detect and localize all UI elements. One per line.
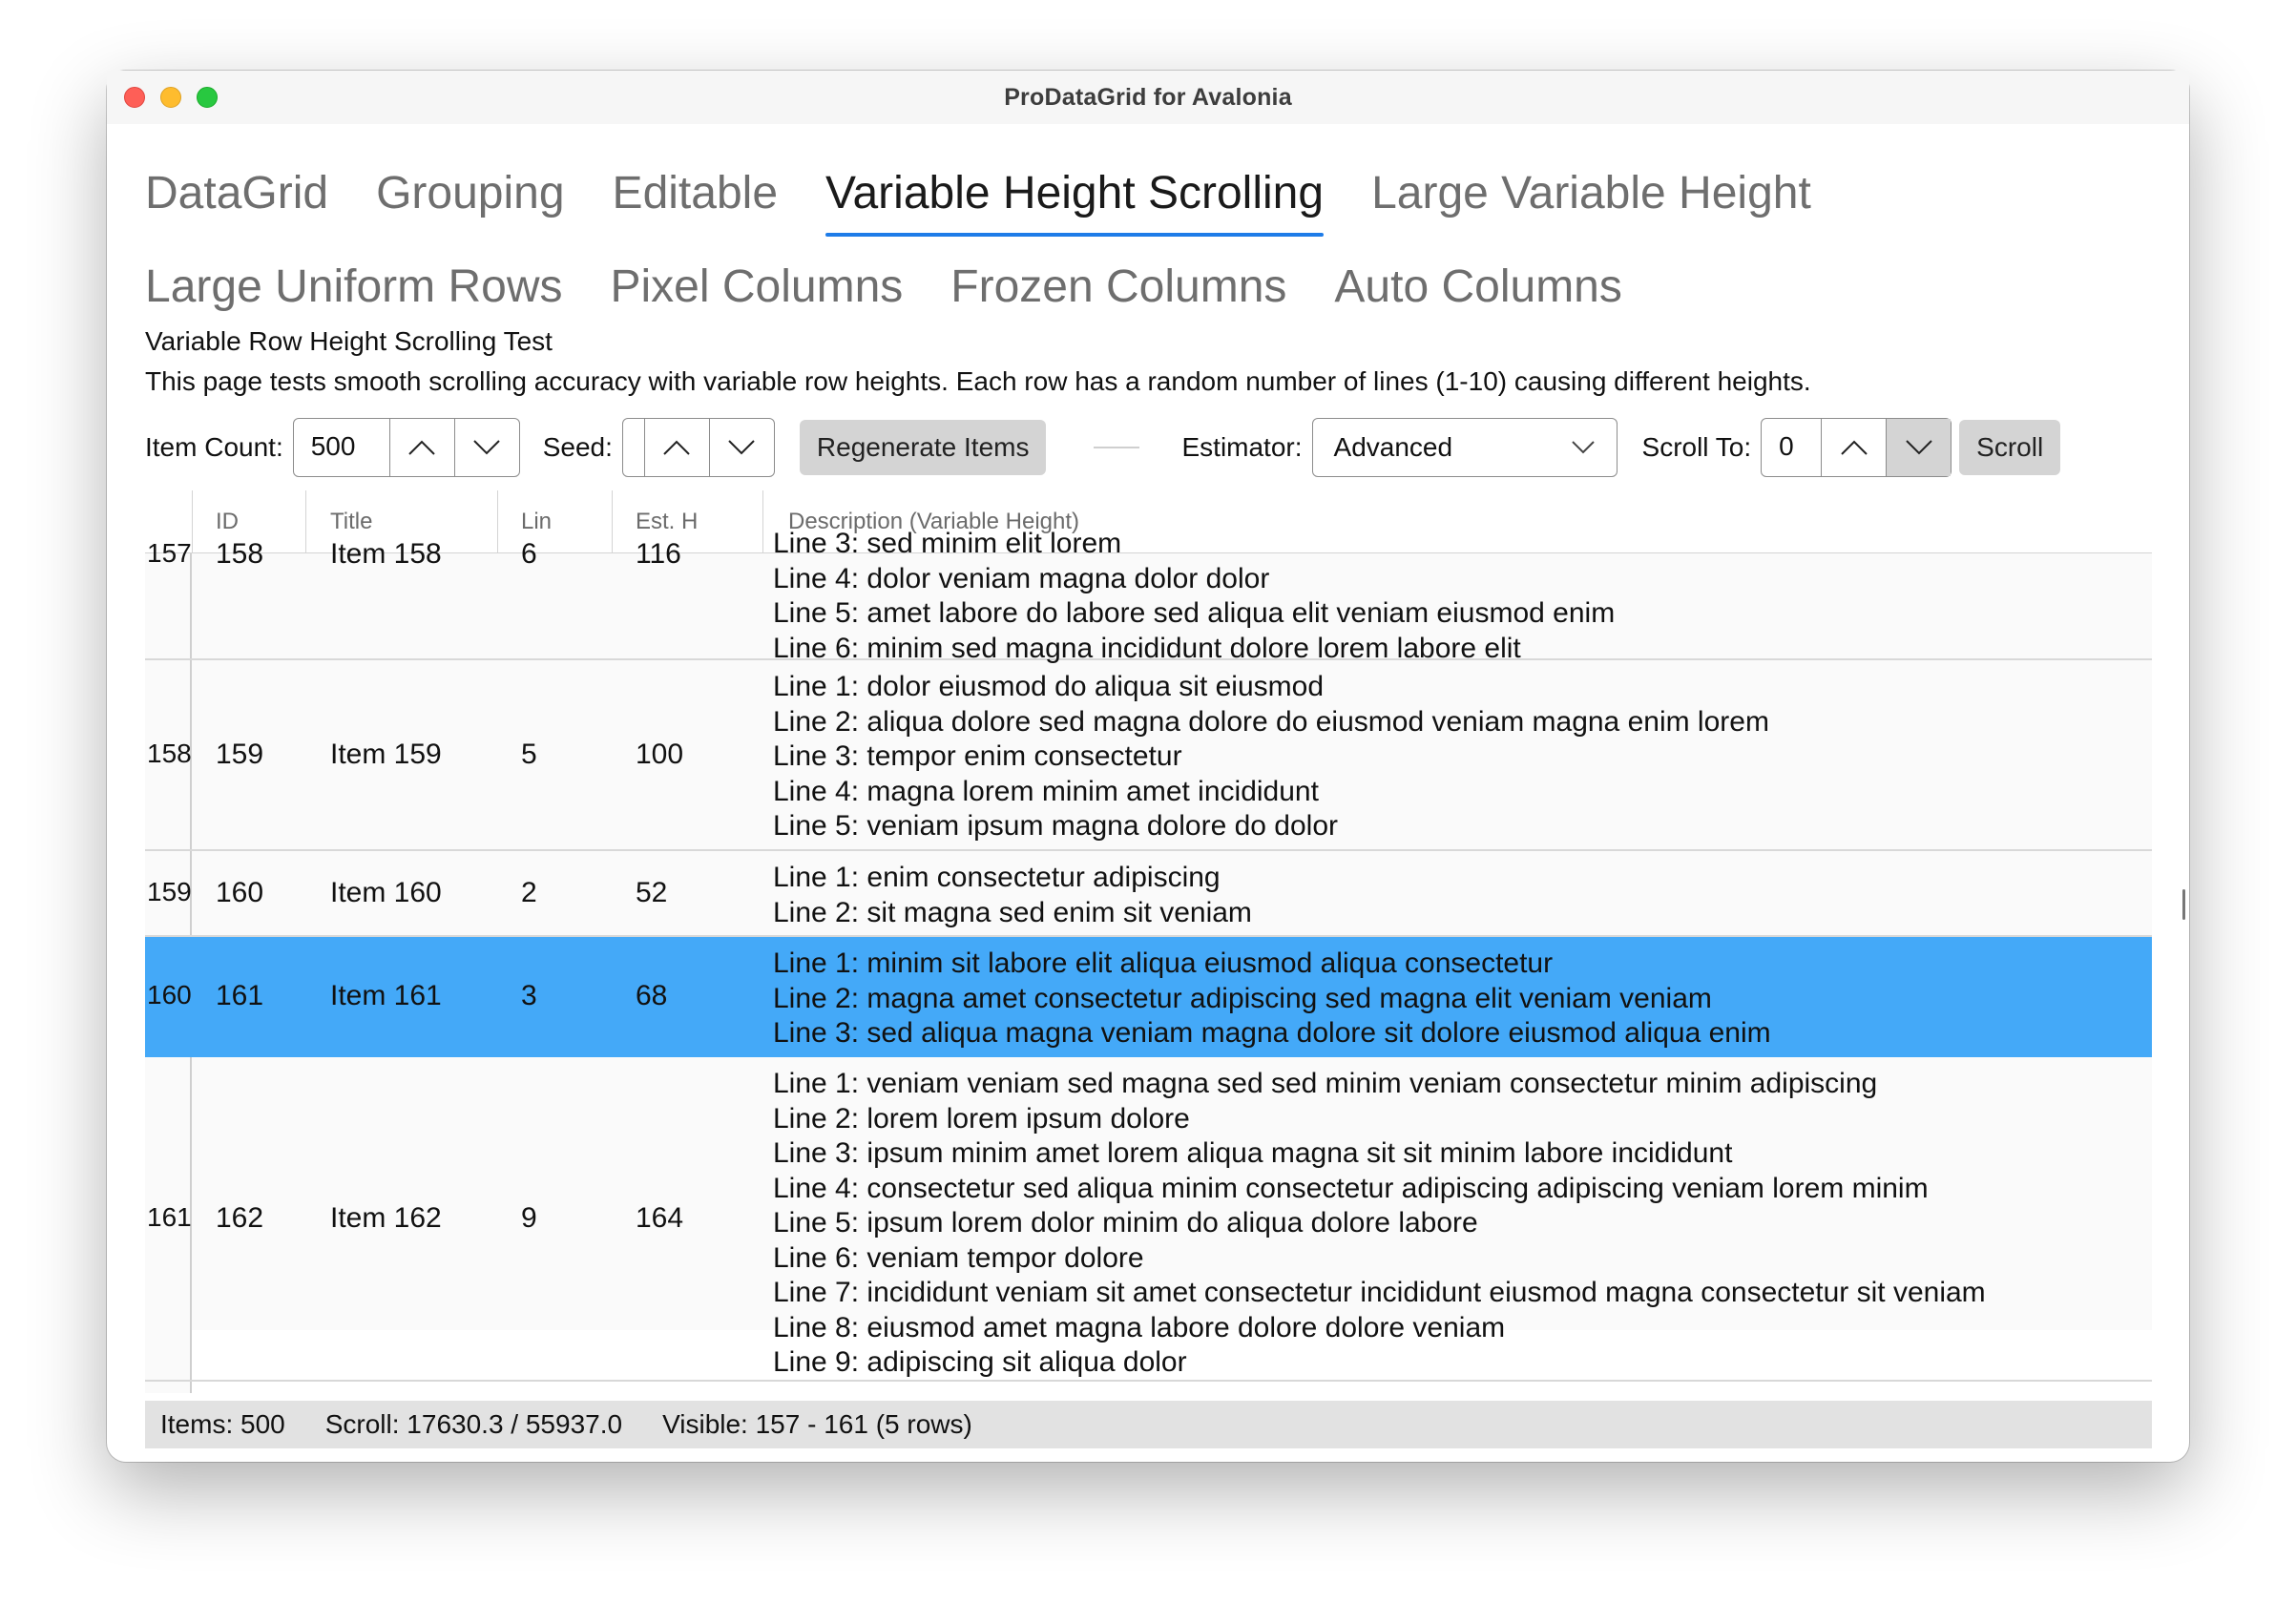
seed-stepper bbox=[622, 418, 775, 477]
description-line: Line 4: consectetur sed aliqua minim consectetur adipiscing adipiscing veniam lorem minim bbox=[773, 1172, 1929, 1204]
estimator-selected-value: Advanced bbox=[1333, 432, 1453, 462]
column-header-lines[interactable]: Lin bbox=[521, 509, 553, 534]
row-header: 159 bbox=[147, 877, 192, 906]
cell-id[interactable]: 160 bbox=[216, 877, 264, 908]
cell-id[interactable]: 161 bbox=[216, 980, 264, 1011]
scroll-button[interactable]: Scroll bbox=[1959, 420, 2060, 475]
description-line: Line 1: enim consectetur adipiscing bbox=[773, 862, 1221, 893]
tab-pixel-columns[interactable]: Pixel Columns bbox=[610, 261, 904, 312]
cell-est-height[interactable]: 52 bbox=[636, 877, 668, 908]
description-line: Line 7: incididunt veniam sit amet consectetur incididunt eiusmod magna consectetur sit veniam bbox=[773, 1277, 1986, 1308]
cell-description[interactable] bbox=[773, 861, 1252, 930]
item-count-input[interactable]: 500 bbox=[310, 431, 356, 461]
table-row[interactable] bbox=[145, 851, 2152, 937]
page-heading: Variable Row Height Scrolling Test bbox=[145, 326, 553, 356]
seed-decrement-button[interactable] bbox=[709, 419, 774, 476]
column-header-est-height[interactable]: Est. H bbox=[636, 509, 699, 534]
row-header: 161 bbox=[147, 1202, 192, 1232]
toolbar-separator bbox=[1094, 447, 1139, 448]
cell-lines[interactable]: 9 bbox=[521, 1202, 537, 1234]
table-row[interactable] bbox=[145, 1057, 2152, 1382]
description-line: Line 3: sed minim elit lorem bbox=[773, 528, 1122, 559]
description-line: Line 4: dolor veniam magna dolor dolor bbox=[773, 562, 1270, 594]
column-header-title[interactable]: Title bbox=[330, 509, 373, 534]
scroll-to-increment-button[interactable] bbox=[1821, 419, 1886, 476]
description-line: Line 6: minim sed magna incididunt dolore lorem labore elit bbox=[773, 632, 1521, 664]
window-title: ProDataGrid for Avalonia bbox=[1004, 83, 1292, 111]
cell-description[interactable] bbox=[773, 1067, 1986, 1381]
zoom-window-button[interactable] bbox=[197, 87, 218, 108]
cell-id[interactable]: 162 bbox=[216, 1202, 264, 1234]
row-header: 160 bbox=[147, 980, 192, 1010]
tab-large-variable-height[interactable]: Large Variable Height bbox=[1371, 168, 1811, 219]
regenerate-items-button[interactable]: Regenerate Items bbox=[800, 420, 1047, 475]
cell-est-height[interactable]: 164 bbox=[636, 1202, 684, 1234]
description-line: Line 6: veniam tempor dolore bbox=[773, 1241, 1144, 1274]
seed-increment-button[interactable] bbox=[644, 419, 709, 476]
cell-description[interactable] bbox=[773, 947, 1771, 1051]
tab-grouping[interactable]: Grouping bbox=[376, 168, 565, 219]
app-window bbox=[107, 71, 2189, 1462]
cell-id[interactable]: 158 bbox=[216, 538, 264, 570]
chevron-up-icon bbox=[662, 439, 691, 456]
tab-large-uniform-rows[interactable]: Large Uniform Rows bbox=[145, 261, 563, 312]
description-line: Line 2: magna amet consectetur adipiscing sed magna elit veniam veniam bbox=[773, 982, 1712, 1014]
cell-lines[interactable]: 3 bbox=[521, 980, 537, 1011]
estimator-select[interactable] bbox=[1312, 418, 1618, 477]
vertical-scrollbar[interactable] bbox=[2182, 889, 2185, 920]
cell-est-height[interactable]: 116 bbox=[636, 538, 681, 570]
item-count-increment-button[interactable] bbox=[389, 419, 454, 476]
cell-est-height[interactable]: 100 bbox=[636, 739, 684, 770]
chevron-down-icon bbox=[1905, 439, 1933, 456]
cell-title[interactable]: Item 159 bbox=[330, 739, 442, 770]
chevron-up-icon bbox=[407, 439, 436, 456]
seed-label: Seed: bbox=[542, 432, 613, 462]
cell-lines[interactable]: 6 bbox=[521, 538, 537, 570]
status-items: Items: 500 bbox=[160, 1409, 285, 1439]
window-controls bbox=[124, 87, 218, 108]
column-header-id[interactable]: ID bbox=[216, 509, 239, 534]
table-row[interactable] bbox=[145, 660, 2152, 851]
scroll-to-decrement-button[interactable] bbox=[1886, 419, 1951, 476]
cell-title[interactable]: Item 158 bbox=[330, 538, 442, 570]
cell-id[interactable]: 159 bbox=[216, 739, 264, 770]
grid-body bbox=[145, 528, 2152, 1378]
status-scroll: Scroll: 17630.3 / 55937.0 bbox=[324, 1409, 623, 1439]
status-bar bbox=[145, 1401, 2152, 1448]
cell-title[interactable]: Item 160 bbox=[330, 877, 442, 908]
description-line: Line 5: veniam ipsum magna dolore do dolor bbox=[773, 810, 1339, 842]
chevron-down-icon bbox=[472, 439, 501, 456]
description-line: Line 2: aliqua dolore sed magna dolore do eiusmod veniam magna enim lorem bbox=[773, 705, 1769, 738]
column-header-description[interactable]: Description (Variable Height) bbox=[788, 509, 1080, 534]
cell-description[interactable] bbox=[773, 670, 1769, 844]
tab-variable-height-scrolling[interactable]: Variable Height Scrolling bbox=[825, 158, 1324, 237]
tab-row-1 bbox=[145, 158, 2149, 252]
close-window-button[interactable] bbox=[124, 87, 145, 108]
title-bar bbox=[107, 71, 2189, 124]
status-visible: Visible: 157 - 161 (5 rows) bbox=[662, 1409, 972, 1439]
description-line: Line 4: magna lorem minim amet incididunt bbox=[773, 775, 1319, 807]
tab-datagrid[interactable]: DataGrid bbox=[145, 168, 329, 219]
scroll-to-label: Scroll To: bbox=[1641, 432, 1752, 462]
description-line: Line 8: eiusmod amet magna labore dolore dolore veniam bbox=[773, 1311, 1506, 1343]
table-row[interactable] bbox=[145, 937, 2152, 1057]
row-header: 157 bbox=[147, 538, 192, 568]
cell-lines[interactable]: 5 bbox=[521, 739, 537, 770]
item-count-label: Item Count: bbox=[145, 432, 283, 462]
tab-strip bbox=[145, 158, 2149, 345]
description-line: Line 9: adipiscing sit aliqua dolor bbox=[773, 1346, 1187, 1378]
chevron-up-icon bbox=[1840, 439, 1868, 456]
tab-editable[interactable]: Editable bbox=[612, 168, 779, 219]
description-line: Line 3: sed aliqua magna veniam magna dolore sit dolore eiusmod aliqua enim bbox=[773, 1017, 1771, 1049]
description-line: Line 2: sit magna sed enim sit veniam bbox=[773, 896, 1252, 928]
cell-description[interactable] bbox=[773, 527, 1615, 666]
description-line: Line 5: amet labore do labore sed aliqua elit veniam eiusmod enim bbox=[773, 597, 1616, 629]
data-grid[interactable] bbox=[145, 490, 2152, 1378]
description-line: Line 3: tempor enim consectetur bbox=[773, 740, 1182, 772]
page-description: This page tests smooth scrolling accuracy with variable row heights. Each row has a random number of lines (1-10) causing different heights. bbox=[145, 366, 1811, 396]
cell-title[interactable]: Item 161 bbox=[330, 980, 442, 1011]
table-row[interactable] bbox=[145, 527, 2152, 664]
description-line: Line 1: dolor eiusmod do aliqua sit eiusmod bbox=[773, 671, 1325, 702]
minimize-window-button[interactable] bbox=[160, 87, 181, 108]
row-header: 158 bbox=[147, 739, 192, 768]
scroll-to-input[interactable]: 0 bbox=[1779, 431, 1794, 461]
description-line: Line 5: ipsum lorem dolor minim do aliqua dolore labore bbox=[773, 1207, 1478, 1239]
tab-auto-columns[interactable]: Auto Columns bbox=[1334, 261, 1622, 312]
chevron-down-icon bbox=[1571, 440, 1596, 455]
seed-input[interactable] bbox=[623, 419, 644, 476]
description-line: Line 1: minim sit labore elit aliqua eiusmod aliqua consectetur bbox=[773, 947, 1554, 979]
item-count-stepper bbox=[293, 418, 520, 477]
cell-est-height[interactable]: 68 bbox=[636, 980, 668, 1011]
scroll-to-stepper bbox=[1761, 418, 1952, 477]
description-line: Line 1: veniam veniam sed magna sed sed minim veniam consectetur minim adipiscing bbox=[773, 1068, 1878, 1099]
estimator-label: Estimator: bbox=[1181, 432, 1303, 462]
tab-frozen-columns[interactable]: Frozen Columns bbox=[950, 261, 1287, 312]
cell-lines[interactable]: 2 bbox=[521, 877, 537, 908]
chevron-down-icon bbox=[727, 439, 756, 456]
cell-title[interactable]: Item 162 bbox=[330, 1202, 442, 1234]
item-count-decrement-button[interactable] bbox=[454, 419, 519, 476]
description-line: Line 2: lorem lorem ipsum dolore bbox=[773, 1102, 1190, 1135]
toolbar bbox=[145, 418, 2159, 477]
description-line: Line 3: ipsum minim amet lorem aliqua magna sit sit minim labore incididunt bbox=[773, 1137, 1733, 1169]
